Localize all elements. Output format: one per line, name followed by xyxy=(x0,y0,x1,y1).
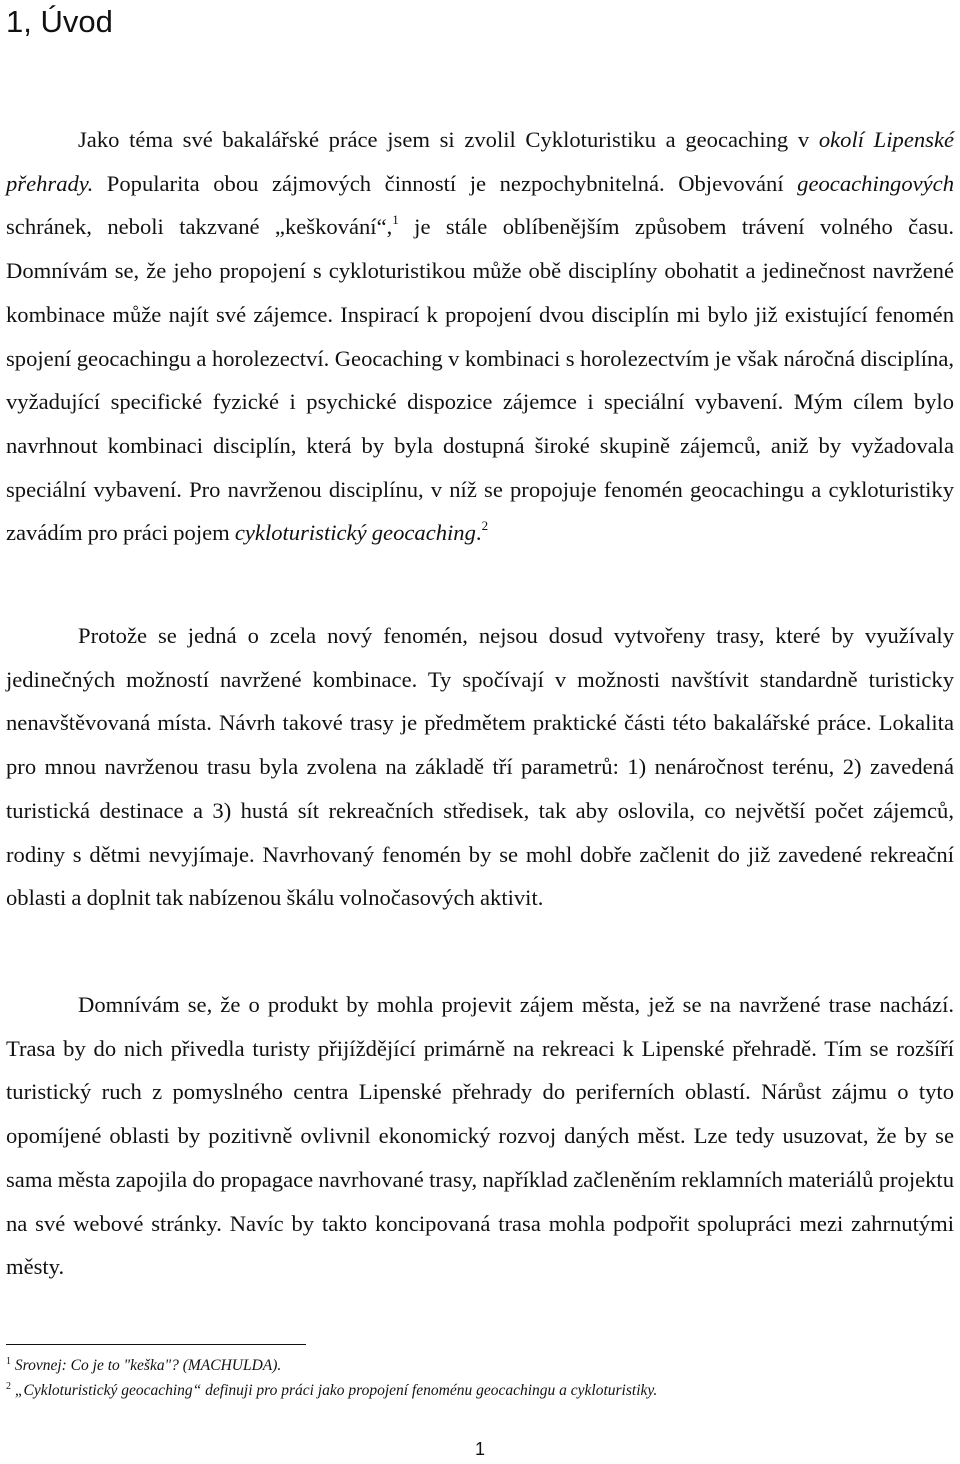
chapter-heading: 1, Úvod xyxy=(6,4,113,39)
footnote-2 xyxy=(6,1381,657,1401)
intro-italic-location: okolí Lipenské přehrady. xyxy=(6,127,954,196)
footnote-separator xyxy=(6,1344,306,1345)
intro-text-1: Jako téma své bakalářské práce jsem si zvolil Cykloturistiku a geocaching v xyxy=(78,127,819,152)
page-number: 1 xyxy=(474,1439,485,1459)
intro-text-2: Popularita obou zájmových činností je nezpochybnitelná. Objevování xyxy=(93,170,798,196)
intro-text-4: je stále oblíbenějším způsobem trávení volného času. Domnívám se, že jeho propojení s cykloturistikou může obě disciplíny obohatit a jedinečnost navržené kombinace může najít své zájemce. Inspirací k propojení dvou disciplín mi bylo již existující fenomén spojení geocachingu a horolezectví. Geocaching v kombinaci s horolezectvím je však náročná disciplína, vyžadující specifické fyzické i psychické dispozice zájemce i speciální vybavení. Mým cílem bylo navrhnout kombinaci disciplín, která by byla dostupná široké skupině zájemců, aniž by vyžadovala speciální vybavení. Pro navrženou disciplínu, v níž se propojuje fenomén geocachingu a cykloturistiky zavádím pro práci pojem xyxy=(6,214,954,546)
footnote-1 xyxy=(6,1356,281,1376)
footnote-number: 2 xyxy=(6,1381,11,1392)
footnote-ref-2[interactable]: 2 xyxy=(481,518,489,534)
paragraph-route: Protože se jedná o zcela nový fenomén, nejsou dosud vytvořeny trasy, které by využívaly jedinečných možností navržené kombinace. Ty spočívají v možnosti navštívit standardně turisticky nenavštěvovaná místa. Návrh takové trasy je předmětem praktické části této bakalářské práce. Lokalita pro mnou navrženou trasu byla zvolena na základě tří parametrů: 1) nenáročnost terénu, 2) zavedená turistická destinace a 3) hustá sít rekreačních středisek, tak aby oslovila, co největší počet zájemců, rodiny s dětmi nevyjímaje. Navrhovaný fenomén by se mohl dobře začlenit do již zavedené rekreační oblasti a doplnit tak nabízenou škálu volnočasových aktivit. xyxy=(6,623,954,911)
intro-text-5: . xyxy=(475,520,482,546)
paragraph-intro xyxy=(6,118,954,555)
intro-italic-geocaching: geocachingových xyxy=(797,170,954,196)
footnote-text: „Cykloturistický geocaching“ definuji pro práci jako propojení fenoménu geocachingu a cykloturistiky. xyxy=(14,1382,658,1399)
paragraph-cities: Domnívám se, že o produkt by mohla projevit zájem města, jež se na navržené trase nachází. Trasa by do nich přivedla turisty přijíždějící primárně na rekreaci k Lipenské přehradě. Tím se rozšíří turistický ruch z pomyslného centra Lipenské přehrady do periferních oblastí. Nárůst zájmu o tyto opomíjené oblasti by pozitivně ovlivnil ekonomický rozvoj daných měst. Lze tedy usuzovat, že by se sama města zapojila do propagace navrhované trasy, například začleněním reklamních materiálů projektu na své webové stránky. Navíc by takto koncipovaná trasa mohla podpořit spolupráci mezi zahrnutými městy. xyxy=(6,992,954,1280)
footnote-number: 1 xyxy=(6,1356,11,1367)
intro-text-3: schránek, neboli takzvané „keškování“, xyxy=(6,214,393,240)
footnote-text: Srovnej: Co je to "keška"? (MACHULDA). xyxy=(14,1357,282,1374)
footnote-ref-1[interactable]: 1 xyxy=(392,212,399,228)
intro-italic-term: cykloturistický geocaching xyxy=(234,520,476,546)
